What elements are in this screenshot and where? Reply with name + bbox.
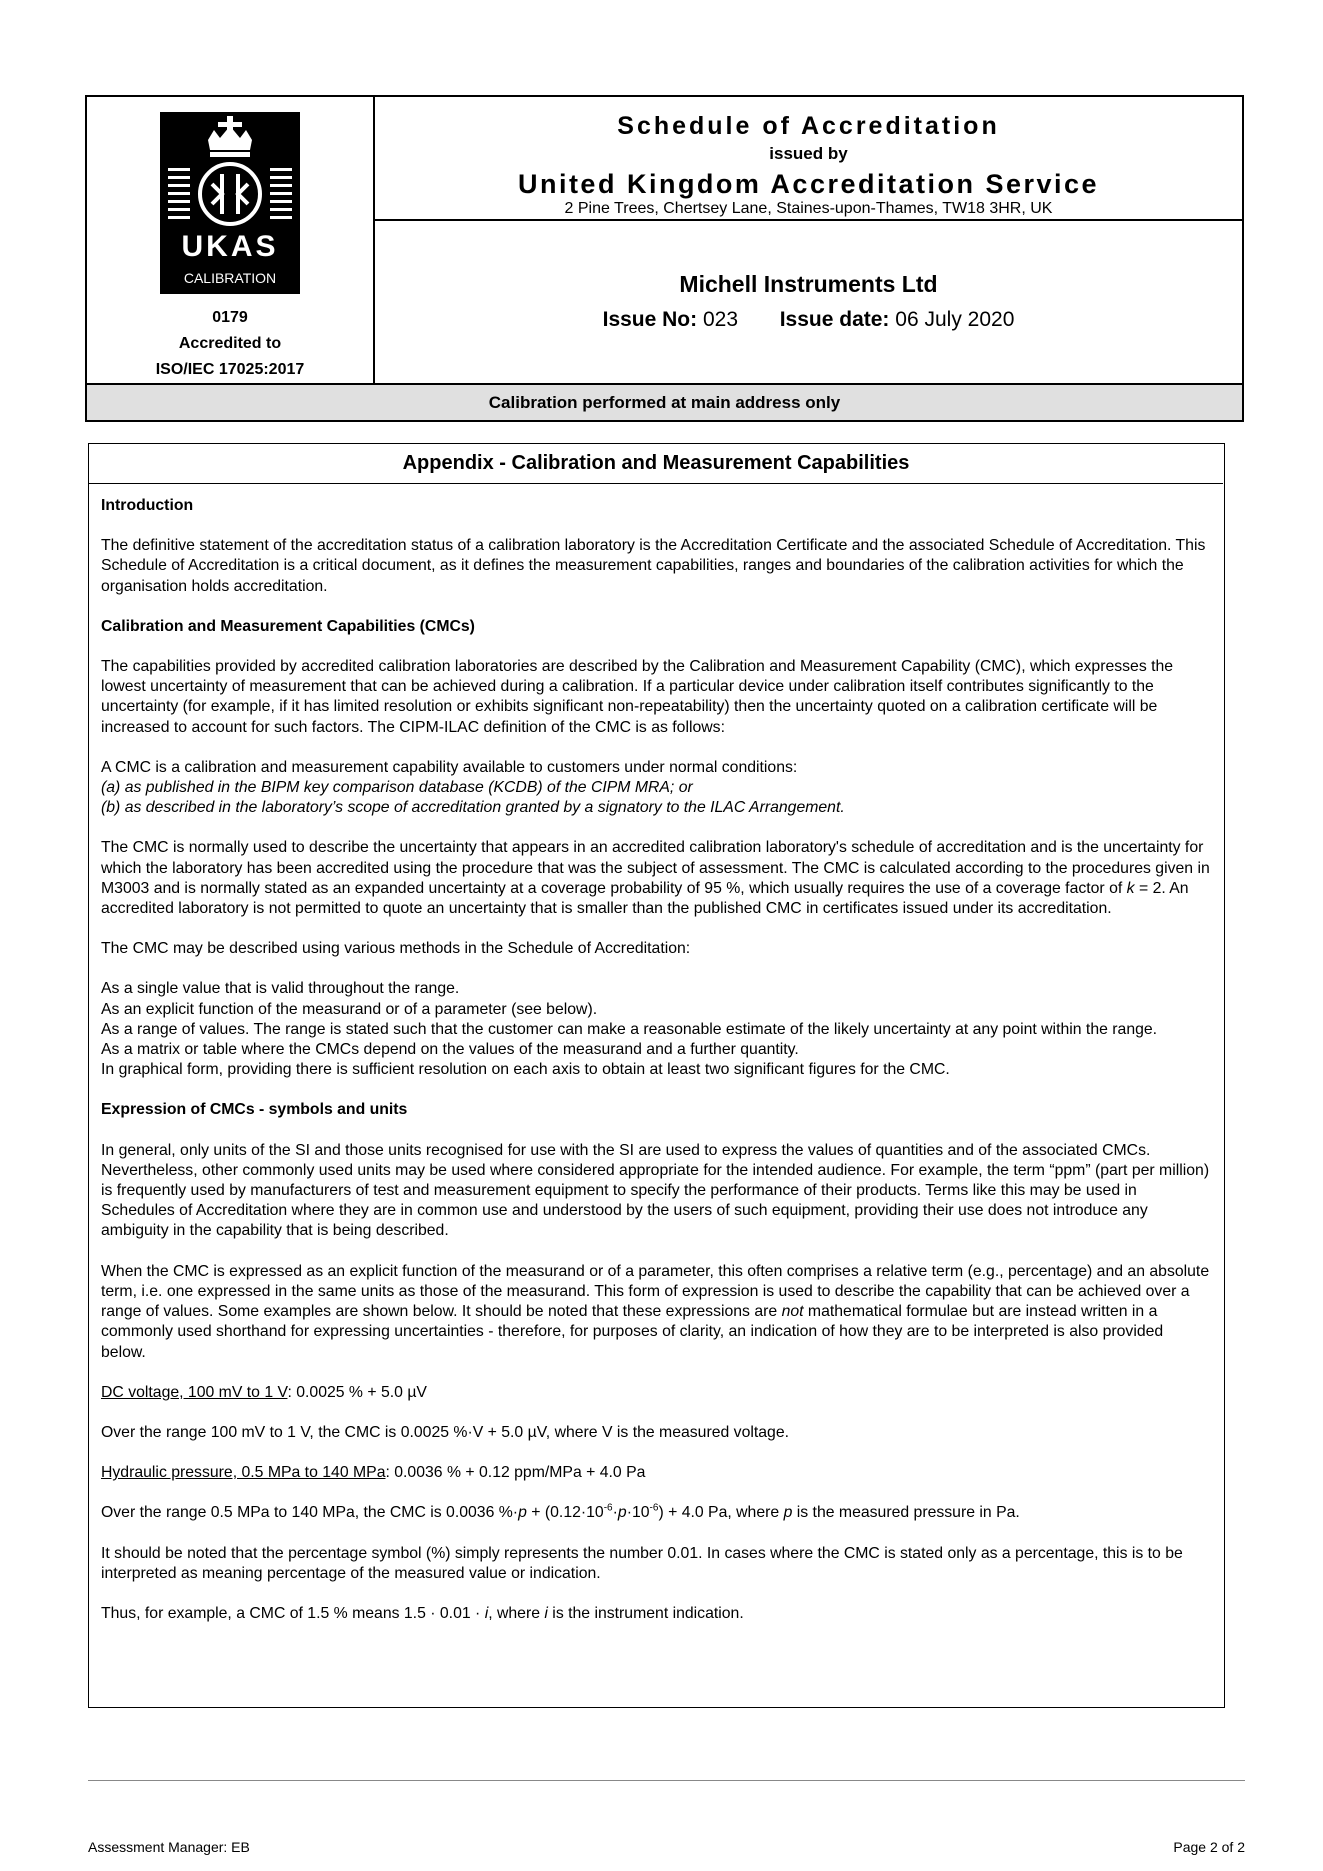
organisation-cell (375, 221, 1242, 383)
issue-date: 06 July 2020 (895, 308, 1015, 331)
logo-cell (87, 97, 375, 383)
footer-divider (88, 1780, 1245, 1781)
method-item-5: In graphical form, providing there is sufficient resolution on each axis to obtain at least two significant figures for the CMC. (101, 1061, 950, 1079)
logo-text: UKAS (181, 230, 279, 263)
issue-line (375, 308, 1242, 332)
indication-symbol: i (544, 1604, 548, 1622)
pressure-symbol: p (783, 1504, 793, 1522)
expression-paragraph-2 (101, 1262, 1211, 1363)
ex2-part-b: + (0.12·10 (526, 1504, 604, 1522)
page-number: Page 2 of 2 (1173, 1839, 1245, 1855)
example-1-value: : 0.0025 % + 5.0 µV (287, 1383, 427, 1401)
issue-no: 023 (702, 308, 739, 331)
example-1 (101, 1383, 1211, 1403)
ex2-part-e: ) + 4.0 Pa, where (658, 1504, 784, 1522)
pressure-symbol: p (518, 1504, 527, 1522)
indication-symbol: i (484, 1604, 489, 1622)
cmc-paragraph-1: The capabilities provided by accredited calibration laboratories are described by the Calibration and Measurement Capability (CMC), which expresses the lowest uncertainty of measurement that can be achieved during a calibration. If a particular device under calibration itself contributes significantly to the uncertainty (for example, if it has limited resolution or exhibits significant non-repeatability) then the uncertainty quoted on a calibration certificate will be increased to account for such factors. The CIPM-ILAC definition of the CMC is as follows: (101, 658, 1174, 736)
example-2-explanation (101, 1503, 1211, 1523)
expression-paragraph-2-a: When the CMC is expressed as an explicit function of the measurand or of a parameter, this often comprises a relative term (e.g., percentage) and an absolute term, i.e. one expressed in the same units as those of the measurand. This form of expression is used to describe the capability that can be achieved over a range of values. Some examples are shown below. It should be noted that these expressions are (101, 1262, 1210, 1321)
method-item-4: As a matrix or table where the CMCs depend on the values of the measurand and a further quantity. (101, 1041, 799, 1059)
coverage-factor-symbol: k (1126, 879, 1135, 897)
ex2-part-c: · (612, 1504, 618, 1522)
pressure-symbol: p (617, 1504, 627, 1522)
expression-heading: Expression of CMCs - symbols and units (101, 1101, 408, 1119)
cmc-paragraph-2 (101, 838, 1211, 919)
ex2-part-a: Over the range 0.5 MPa to 140 MPa, the CMC is 0.0036 %· (101, 1504, 519, 1522)
intro-paragraph: The definitive statement of the accreditation status of a calibration laboratory is the Accreditation Certificate and the associated Schedule of Accreditation. This Schedule of Accreditation is a critical document, as it defines the measurement capabilities, ranges and boundaries of the calibration activities for which the organisation holds accreditation. (101, 537, 1206, 595)
cmc-heading: Calibration and Measurement Capabilities (CMCs) (101, 617, 475, 635)
cmc-paragraph-2-b: = 2. An accredited laboratory is not permitted to quote an uncertainty that is smaller than the published CMC in certificates issued under its accreditation. (101, 879, 1189, 918)
scope-note: Calibration performed at main address only (87, 383, 1242, 420)
schedule-title: Schedule of Accreditation (617, 112, 1000, 140)
ukas-name: United Kingdom Accreditation Service (517, 169, 1100, 199)
methods-list (101, 979, 1211, 1080)
issue-no-label: Issue No: (602, 308, 698, 331)
example-1-label: DC voltage, 100 mV to 1 V (101, 1383, 288, 1401)
cmc-paragraph-2-a: The CMC is normally used to describe the uncertainty that appears in an accredited calibration laboratory's schedule of accreditation and is the uncertainty for which the laboratory has been accredited using the procedure that was the subject of assessment. The CMC is calculated according to the procedures given in M3003 and is normally stated as an expanded uncertainty at a coverage probability of 95 %, which usually requires the use of a coverage factor of (101, 839, 1210, 897)
ex2-exponent-1: -6 (603, 1503, 613, 1515)
thus-part-a: Thus, for example, a CMC of 1.5 % means 1.5 · 0.01 · (101, 1604, 485, 1622)
example-2-value: : 0.0036 % + 0.12 ppm/MPa + 4.0 Pa (385, 1464, 646, 1482)
accreditation-number: 0179 (212, 309, 248, 326)
accredited-to-label: Accredited to (178, 335, 282, 352)
method-item-3: As a range of values. The range is stated such that the customer can make a reasonable estimate of the likely uncertainty at any point within the range. (101, 1020, 1158, 1038)
issue-date-label: Issue date: (779, 308, 890, 331)
cmc-definition-line-1: A CMC is a calibration and measurement capability available to customers under normal conditions: (101, 758, 798, 776)
cmc-definition-line-2: (a) as published in the BIPM key comparison database (KCDB) of the CIPM MRA; or (101, 779, 693, 797)
expression-paragraph-2-b: mathematical formulae but are instead written in a commonly used shorthand for expressing uncertainties - therefore, for purposes of clarity, an indication of how they are to be interpreted is also provided below. (101, 1303, 1164, 1361)
example-1-explanation: Over the range 100 mV to 1 V, the CMC is 0.0025 %·V + 5.0 µV, where V is the measured voltage. (101, 1423, 790, 1441)
appendix-title: Appendix - Calibration and Measurement Capabilities (89, 444, 1223, 484)
crown-emblem-icon (160, 112, 300, 294)
ex2-part-f: is the measured pressure in Pa. (792, 1504, 1020, 1522)
logo-subtext: CALIBRATION (183, 270, 277, 286)
cmc-definition-line-3: (b) as described in the laboratory’s scope of accreditation granted by a signatory to the ILAC Arrangement. (101, 799, 845, 817)
assessment-manager: Assessment Manager: EB (88, 1839, 250, 1855)
methods-intro: The CMC may be described using various methods in the Schedule of Accreditation: (101, 940, 691, 958)
ex2-part-d: ·10 (626, 1504, 650, 1522)
method-item-2: As an explicit function of the measurand or of a parameter (see below). (101, 1000, 598, 1018)
thus-part-b: , where (488, 1604, 545, 1622)
thus-example (101, 1604, 1211, 1624)
title-cell (375, 97, 1242, 221)
organisation-name: Michell Instruments Ltd (679, 271, 938, 297)
appendix-box (88, 443, 1225, 1708)
accreditation-standard: ISO/IEC 17025:2017 (155, 361, 305, 378)
expression-paragraph-1: In general, only units of the SI and those units recognised for use with the SI are used to express the values of quantities and of the associated CMCs. Nevertheless, other commonly used units may be used where considered appropriate for the intended audience. For example, the term “ppm” (part per million) is frequently used by manufacturers of test and measurement equipment to specify the performance of their products. Terms like this may be used in Schedules of Accreditation where they are in common use and understood by the users of such equipment, providing their use does not introduce any ambiguity in the capability that is being described. (101, 1141, 1210, 1240)
percentage-note: It should be noted that the percentage symbol (%) simply represents the number 0.01. In cases where the CMC is stated only as a percentage, this is to be interpreted as meaning percentage of the measured value or indication. (101, 1544, 1183, 1582)
header-box (85, 95, 1244, 422)
method-item-1: As a single value that is valid throughout the range. (101, 980, 460, 998)
issued-by-label: issued by (769, 144, 848, 163)
ex2-exponent-2: -6 (649, 1503, 659, 1515)
ukas-address: 2 Pine Trees, Chertsey Lane, Staines-upon-Thames, TW18 3HR, UK (564, 200, 1053, 217)
ukas-logo (160, 112, 300, 294)
intro-heading: Introduction (101, 497, 194, 514)
cmc-definition (101, 758, 1211, 819)
emphasis-not: not (781, 1303, 804, 1321)
example-2 (101, 1463, 1211, 1483)
thus-part-c: is the instrument indication. (547, 1604, 744, 1622)
example-2-label: Hydraulic pressure, 0.5 MPa to 140 MPa (101, 1464, 386, 1482)
appendix-body (101, 496, 1211, 1644)
